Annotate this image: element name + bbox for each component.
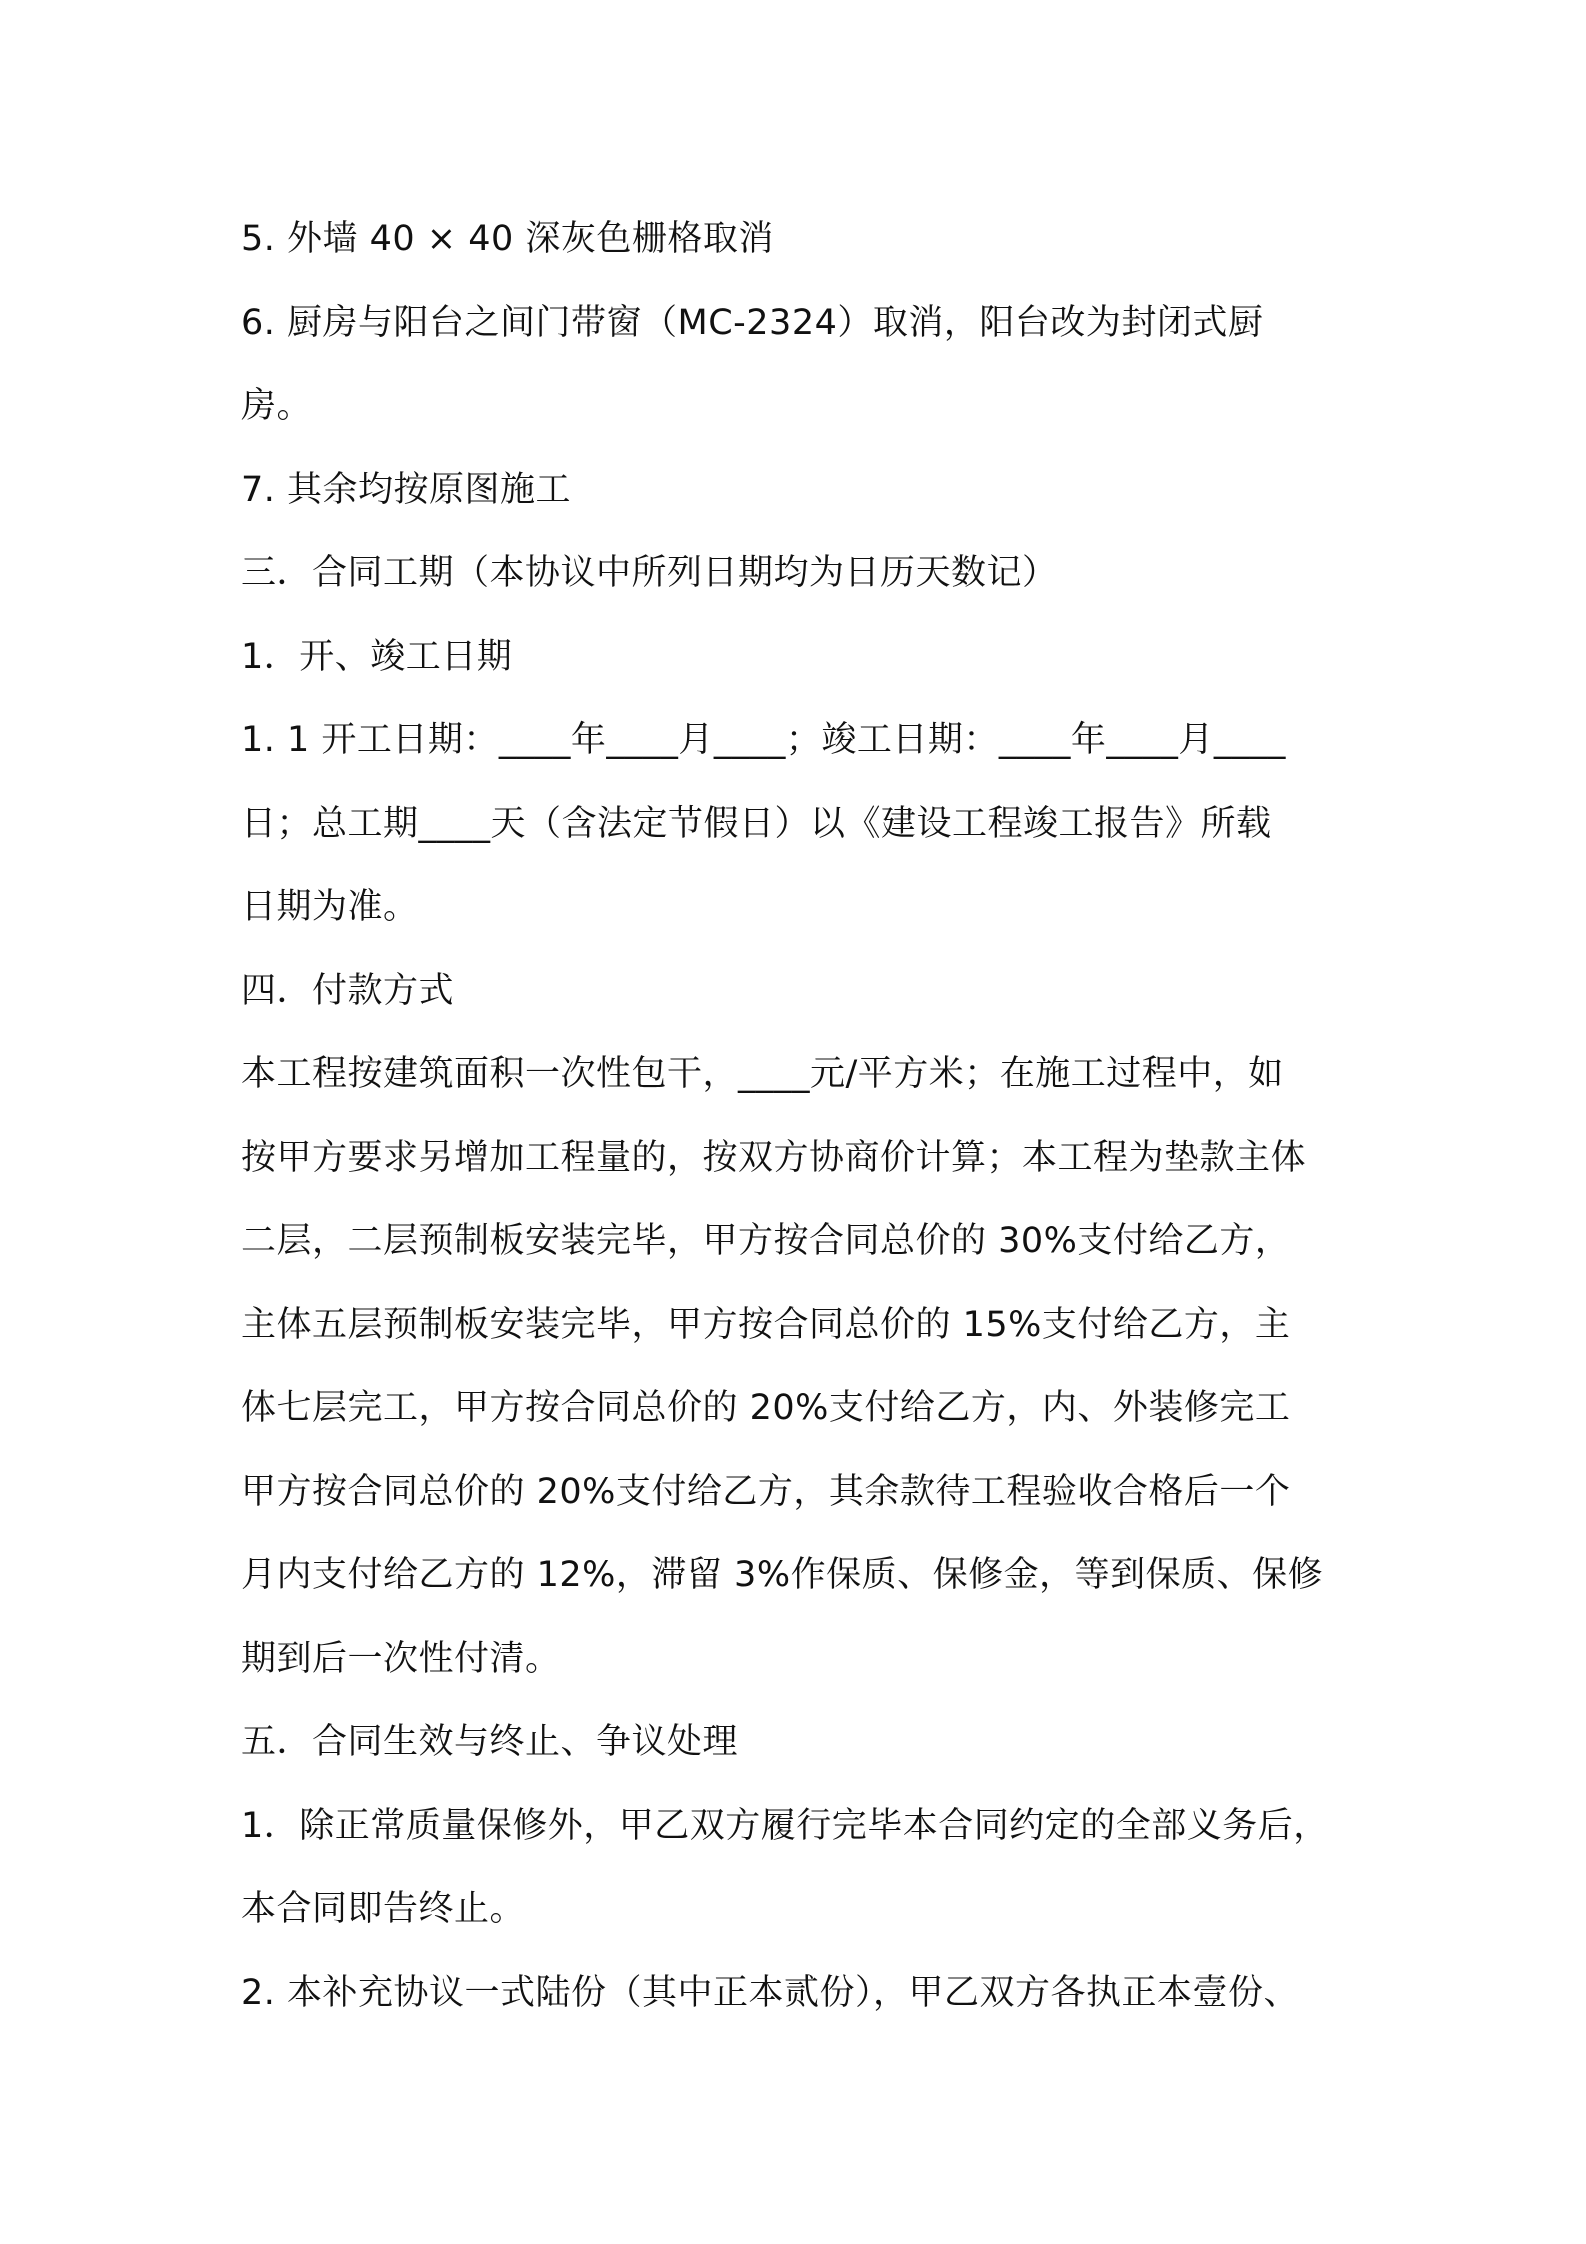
text-line: 1．除正常质量保修外，甲乙双方履行完毕本合同约定的全部义务后， xyxy=(241,1805,1329,1846)
text-line: 期到后一次性付清。 xyxy=(241,1638,561,1679)
section-heading: 四．付款方式 xyxy=(241,970,455,1011)
text-line: 本合同即告终止。 xyxy=(241,1889,526,1929)
section-heading: 五．合同生效与终止、争议处理 xyxy=(241,1722,739,1762)
text-line: 日期为准。 xyxy=(241,887,419,927)
subsection-heading: 1．开、竣工日期 xyxy=(241,636,513,677)
text-line: 主体五层预制板安装完毕，甲方按合同总价的 15%支付给乙方，主 xyxy=(241,1304,1291,1345)
text-line: 按甲方要求另增加工程量的，按双方协商价计算；本工程为垫款主体 xyxy=(241,1137,1307,1178)
text-line: 2. 本补充协议一式陆份（其中正本贰份），甲乙双方各执正本壹份、 xyxy=(241,1972,1300,2013)
text-line: 日；总工期____天（含法定节假日）以《建设工程竣工报告》所载 xyxy=(241,803,1272,844)
text-line: 甲方按合同总价的 20%支付给乙方，其余款待工程验收合格后一个 xyxy=(241,1471,1291,1512)
text-line: 本工程按建筑面积一次性包干，____元/平方米；在施工过程中，如 xyxy=(241,1054,1284,1094)
text-line: 月内支付给乙方的 12%，滞留 3%作保质、保修金，等到保质、保修 xyxy=(241,1555,1324,1595)
text-line: 房。 xyxy=(241,386,313,426)
section-heading: 三．合同工期（本协议中所列日期均为日历天数记） xyxy=(241,553,1058,593)
text-line: 6. 厨房与阳台之间门带窗（MC-2324）取消，阳台改为封闭式厨 xyxy=(241,302,1264,343)
text-line: 5. 外墙 40 × 40 深灰色栅格取消 xyxy=(241,219,774,259)
text-line: 1. 1 开工日期：____年____月____；竣工日期：____年____月____ xyxy=(241,720,1286,760)
text-line: 7. 其余均按原图施工 xyxy=(241,469,572,510)
text-line: 二层，二层预制板安装完毕，甲方按合同总价的 30%支付给乙方， xyxy=(241,1221,1291,1261)
text-line: 体七层完工，甲方按合同总价的 20%支付给乙方，内、外装修完工 xyxy=(241,1388,1291,1428)
document-body xyxy=(241,198,1371,2035)
